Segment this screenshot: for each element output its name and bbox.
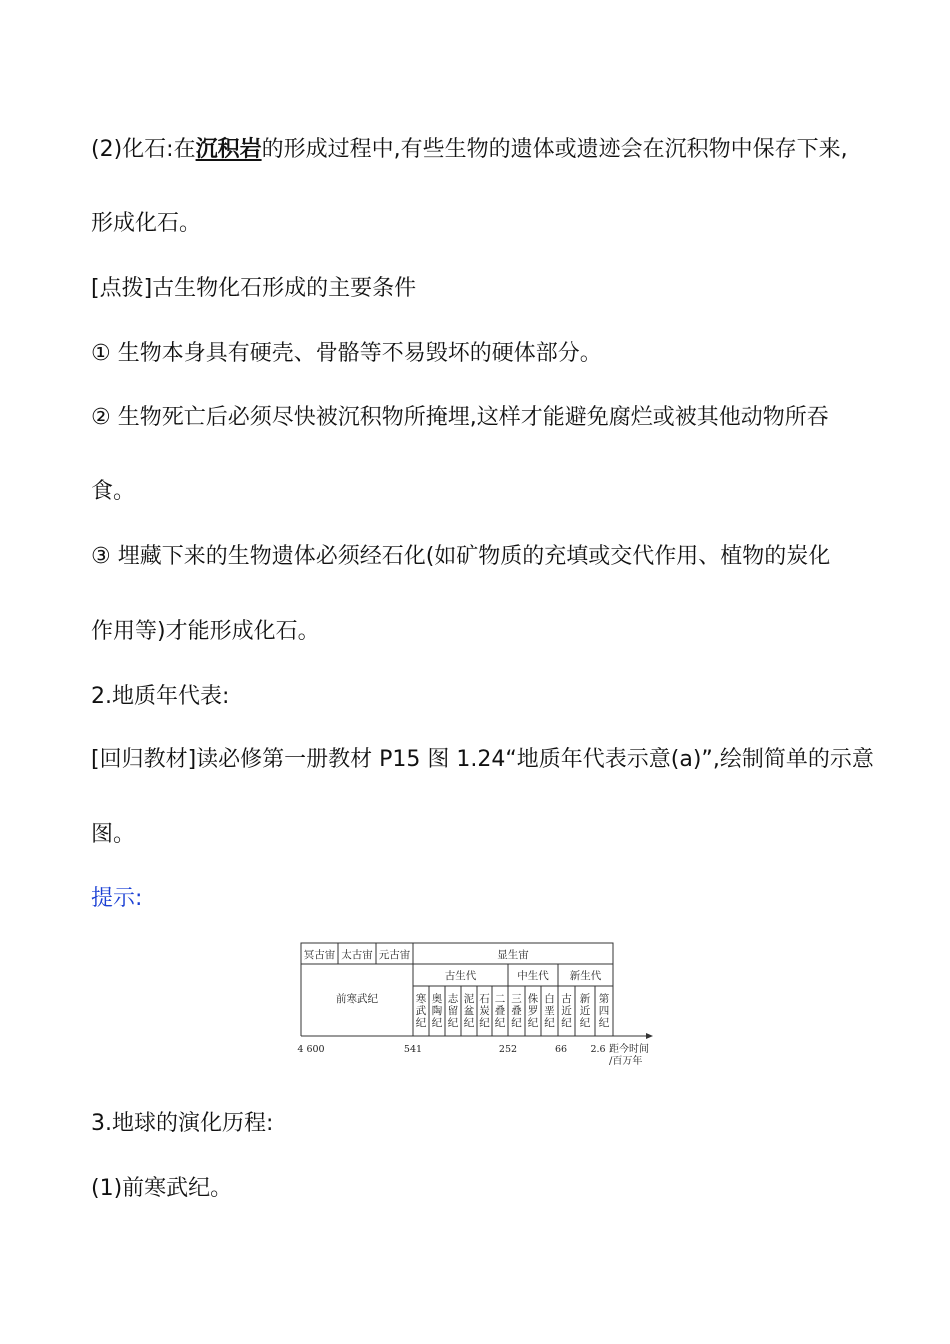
period-label-char: 纪	[463, 1017, 475, 1029]
period-label-char: 纪	[494, 1017, 506, 1029]
eon-hadean: 冥古宙	[303, 949, 336, 961]
period-label-char: 武	[415, 1005, 427, 1017]
period-label-char: 炭	[479, 1005, 490, 1017]
era-paleozoic: 古生代	[444, 970, 477, 982]
eon-phanerozoic: 显生宙	[497, 949, 529, 961]
period-label-char: 白	[544, 993, 555, 1005]
condition-3: ③ 埋藏下来的生物遗体必须经石化(如矿物质的充填或交代作用、植物的炭化	[91, 544, 831, 569]
textbook-instruction-cont: 图。	[91, 822, 136, 847]
paragraph-fossil-cont: 形成化石。	[91, 211, 202, 236]
precambrian-label: 前寒武纪	[336, 993, 378, 1005]
era-mesozoic: 中生代	[517, 970, 549, 982]
condition-2-cont: 食。	[91, 479, 136, 504]
period-label-char: 叠	[511, 1005, 522, 1017]
period-label-char: 寒	[415, 993, 427, 1005]
geologic-timescale-diagram	[296, 938, 666, 1073]
paragraph-fossil: (2)化石:在沉积岩的形成过程中,有些生物的遗体或遗迹会在沉积物中保存下来,	[91, 137, 848, 162]
period-label-char: 纪	[598, 1017, 610, 1029]
eon-archean: 太古宙	[341, 949, 373, 961]
hint-label: 提示:	[91, 886, 143, 911]
period-label-char: 三	[511, 993, 522, 1005]
period-label-char: 二	[494, 993, 506, 1005]
period-label-char: 第	[598, 993, 610, 1005]
tip-heading: [点拨]古生物化石形成的主要条件	[91, 276, 417, 301]
period-label-char: 近	[579, 1005, 591, 1017]
period-label-char: 纪	[511, 1017, 522, 1029]
period-label-char: 古	[561, 993, 572, 1005]
period-label-char: 陶	[431, 1005, 443, 1017]
period-label-char: 留	[447, 1005, 459, 1017]
axis-label: 距今时间	[609, 1044, 649, 1055]
era-cenozoic: 新生代	[569, 970, 602, 982]
period-label-char: 纪	[431, 1017, 443, 1029]
period-label-char: 石	[479, 993, 490, 1005]
condition-3-cont: 作用等)才能形成化石。	[91, 619, 320, 644]
textbook-instruction: [回归教材]读必修第一册教材 P15 图 1.24“地质年代表示意(a)”,绘制简单的示意	[91, 747, 874, 772]
eon-proterozoic: 元古宙	[378, 949, 411, 961]
period-label-char: 近	[561, 1005, 572, 1017]
period-label-char: 纪	[544, 1017, 555, 1029]
period-label-char: 侏	[527, 993, 539, 1005]
tick-label: 541	[403, 1044, 423, 1055]
tick-label: 2.6	[590, 1044, 606, 1055]
period-label-char: 纪	[415, 1017, 427, 1029]
subsection-precambrian: (1)前寒武纪。	[91, 1176, 233, 1201]
section-2-heading: 2.地质年代表:	[91, 684, 230, 709]
period-label-char: 志	[447, 993, 459, 1005]
condition-2: ② 生物死亡后必须尽快被沉积物所掩埋,这样才能避免腐烂或被其他动物所吞	[91, 405, 829, 430]
period-label-char: 四	[598, 1005, 610, 1017]
condition-1: ① 生物本身具有硬壳、骨骼等不易毁坏的硬体部分。	[91, 341, 602, 366]
period-label-char: 纪	[479, 1017, 490, 1029]
period-label-char: 纪	[527, 1017, 539, 1029]
tick-label: 4 600	[297, 1044, 325, 1055]
axis-unit: /百万年	[609, 1056, 643, 1067]
period-label-char: 罗	[527, 1005, 539, 1017]
period-label-char: 泥	[463, 993, 475, 1005]
section-3-heading: 3.地球的演化历程:	[91, 1111, 274, 1136]
period-label-char: 叠	[494, 1005, 506, 1017]
period-label-char: 垩	[544, 1005, 555, 1017]
period-label-char: 新	[579, 993, 591, 1005]
period-label-char: 纪	[447, 1017, 459, 1029]
tick-label: 66	[554, 1044, 568, 1055]
period-label-char: 纪	[579, 1017, 591, 1029]
period-label-char: 纪	[561, 1017, 572, 1029]
period-label-char: 奥	[431, 993, 443, 1005]
tick-label: 252	[498, 1044, 518, 1055]
keyword-sedimentary-rock: 沉积岩	[195, 137, 262, 162]
period-label-char: 盆	[463, 1005, 475, 1017]
axis-arrow-icon	[646, 1033, 653, 1039]
